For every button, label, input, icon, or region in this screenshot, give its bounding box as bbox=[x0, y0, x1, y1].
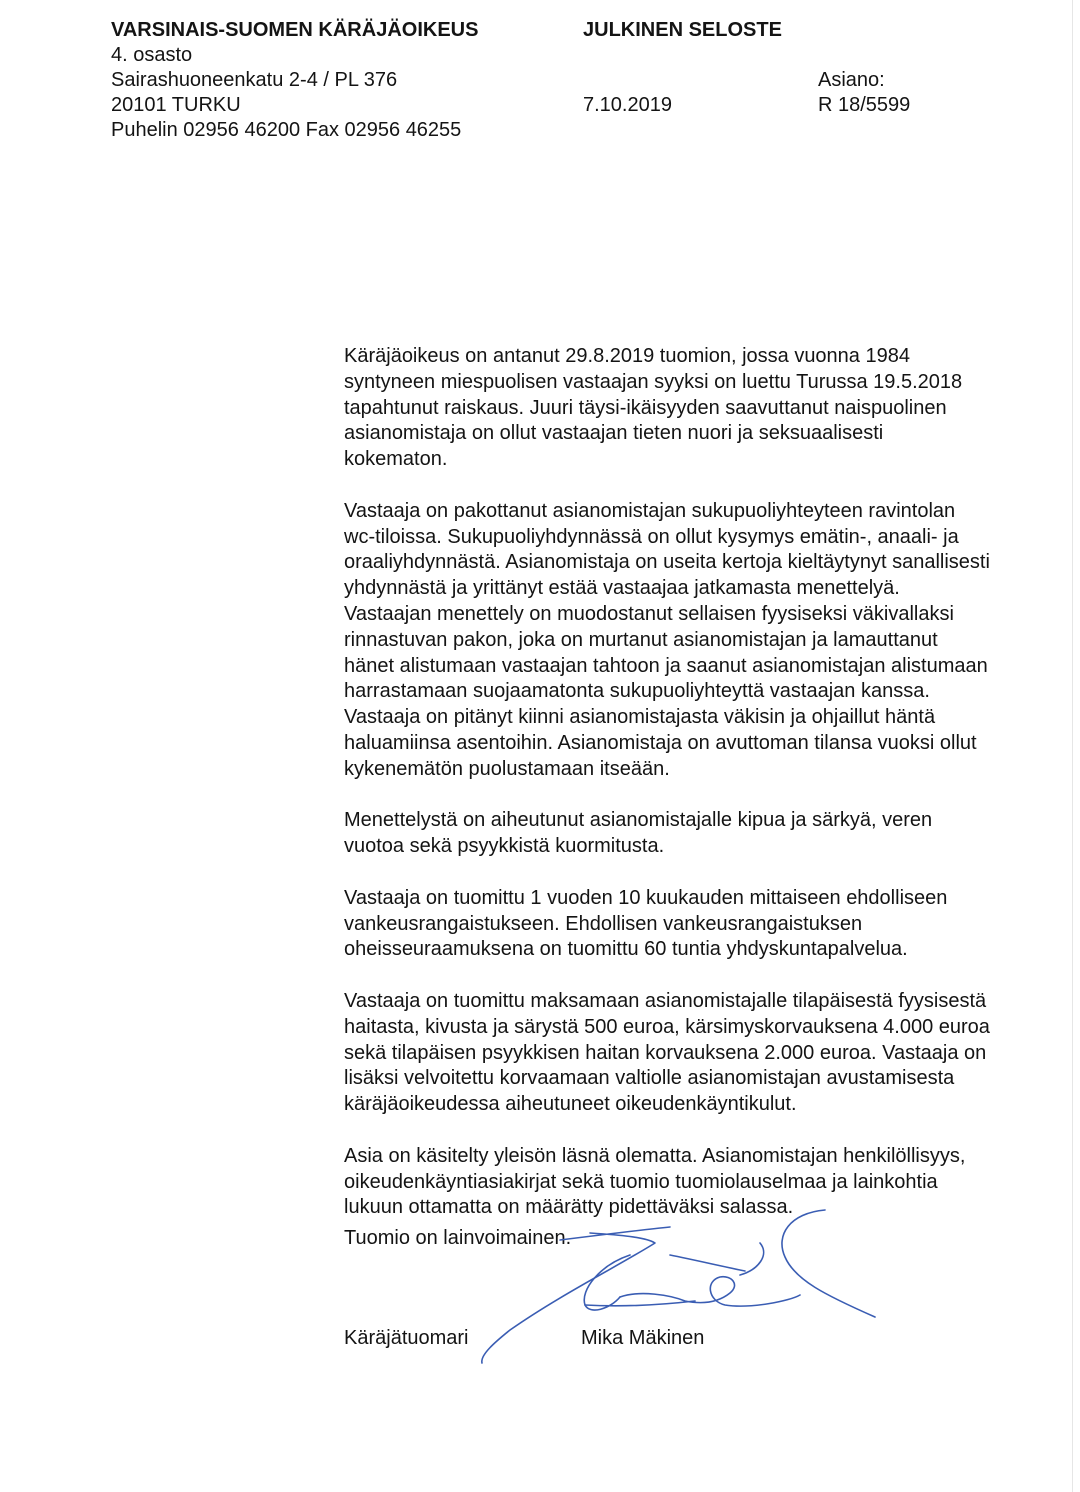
text-line: vankeusrangaistukseen. Ehdollisen vankeusrangaistuksen bbox=[344, 912, 863, 935]
document-date: 7.10.2019 bbox=[583, 94, 672, 116]
finality-statement: Tuomio on lainvoimainen. bbox=[344, 1227, 572, 1249]
paragraph-sentence bbox=[344, 886, 1064, 963]
text-line: vuotoa sekä psyykkistä kuormitusta. bbox=[344, 835, 665, 858]
text-line: asianomistaja on ollut vastaajan tieten nuori ja seksuaalisesti bbox=[344, 422, 884, 445]
paragraph-consequences bbox=[344, 808, 1064, 860]
court-street-address: Sairashuoneenkatu 2-4 / PL 376 bbox=[111, 69, 398, 91]
text-line: tapahtunut raiskaus. Juuri täysi-ikäisyyden saavuttanut naispuolinen bbox=[344, 396, 947, 419]
court-phone-fax: Puhelin 02956 46200 Fax 02956 46255 bbox=[111, 119, 462, 141]
judgment-summary bbox=[344, 344, 1064, 1247]
text-line: Vastaaja on tuomittu maksamaan asianomistajalle tilapäisestä fyysisestä bbox=[344, 989, 987, 1012]
text-line: Vastaaja on pakottanut asianomistajan sukupuoliyhteyteen ravintolan bbox=[344, 499, 956, 522]
text-line: lisäksi velvoitettu korvaamaan valtiolle asianomistajan avustamisesta bbox=[344, 1067, 955, 1090]
court-city: 20101 TURKU bbox=[111, 94, 241, 116]
text-line: kokematon. bbox=[344, 448, 448, 471]
judge-name: Mika Mäkinen bbox=[581, 1327, 705, 1349]
text-line: oraaliyhdynnästä. Asianomistaja on useita kertoja kieltäytynyt sanallisesti bbox=[344, 551, 990, 574]
text-line: harrastamaan suojaamatonta sukupuoliyhteyttä vastaajan kanssa. bbox=[344, 680, 930, 703]
text-line: wc-tiloissa. Sukupuoliyhdynnässä on ollut kysymys emätin-, anaali- ja bbox=[344, 525, 959, 548]
paragraph-compensation bbox=[344, 989, 1064, 1118]
text-line: hänet alistumaan vastaajan tahtoon ja saanut asianomistajan alistumaan bbox=[344, 654, 988, 677]
paragraph-judgment bbox=[344, 344, 1064, 473]
text-line: lukuun ottamatta on määrätty pidettäväksi salassa. bbox=[344, 1196, 794, 1219]
handwritten-signature bbox=[470, 1205, 890, 1365]
text-line: sekä tilapäisen psyykkisen haitan korvauksena 2.000 euroa. Vastaaja on bbox=[344, 1041, 987, 1064]
text-line: oheisseuraamuksena on tuomittu 60 tuntia yhdyskuntapalvelua. bbox=[344, 938, 908, 961]
court-department: 4. osasto bbox=[111, 44, 193, 66]
text-line: syntyneen miespuolisen vastaajan syyksi on luettu Turussa 19.5.2018 bbox=[344, 370, 963, 393]
court-name: VARSINAIS-SUOMEN KÄRÄJÄOIKEUS bbox=[111, 19, 479, 41]
court-address-block bbox=[111, 18, 478, 143]
paragraph-facts bbox=[344, 499, 1064, 783]
text-line: haitasta, kivusta ja särystä 500 euroa, kärsimyskorvauksena 4.000 euroa bbox=[344, 1015, 990, 1038]
case-number: R 18/5599 bbox=[818, 94, 911, 116]
document-type: JULKINEN SELOSTE bbox=[583, 19, 782, 41]
text-line: yhdynnästä ja yrittänyt estää vastaajaa jatkamasta menettelyä. bbox=[344, 577, 900, 600]
judge-title: Käräjätuomari bbox=[344, 1327, 469, 1349]
text-line: Vastaaja on pitänyt kiinni asianomistajasta väkisin ja ohjaillut häntä bbox=[344, 706, 936, 729]
case-reference bbox=[818, 68, 910, 118]
text-line: käräjäoikeudessa aiheutuneet oikeudenkäyntikulut. bbox=[344, 1093, 797, 1116]
text-line: Menettelystä on aiheutunut asianomistajalle kipua ja särkyä, veren bbox=[344, 809, 933, 832]
text-line: Vastaajan menettely on muodostanut sellaisen fyysiseksi väkivallaksi bbox=[344, 602, 954, 625]
text-line: rinnastuvan pakon, joka on murtanut asianomistajan ja lamauttanut bbox=[344, 628, 938, 651]
text-line: Vastaaja on tuomittu 1 vuoden 10 kuukauden mittaiseen ehdolliseen bbox=[344, 886, 948, 909]
text-line: Asia on käsitelty yleisön läsnä olematta. Asianomistajan henkilöllisyys, bbox=[344, 1144, 966, 1167]
text-line: Käräjäoikeus on antanut 29.8.2019 tuomion, jossa vuonna 1984 bbox=[344, 345, 910, 367]
text-line: kykenemätön puolustamaan itseään. bbox=[344, 757, 670, 780]
text-line: oikeudenkäyntiasiakirjat sekä tuomio tuomiolauselmaa ja lainkohtia bbox=[344, 1170, 938, 1193]
scan-edge-line bbox=[1072, 0, 1073, 1492]
text-line: haluamiinsa asentoihin. Asianomistaja on avuttoman tilansa vuoksi ollut bbox=[344, 731, 977, 754]
case-label: Asiano: bbox=[818, 69, 885, 91]
